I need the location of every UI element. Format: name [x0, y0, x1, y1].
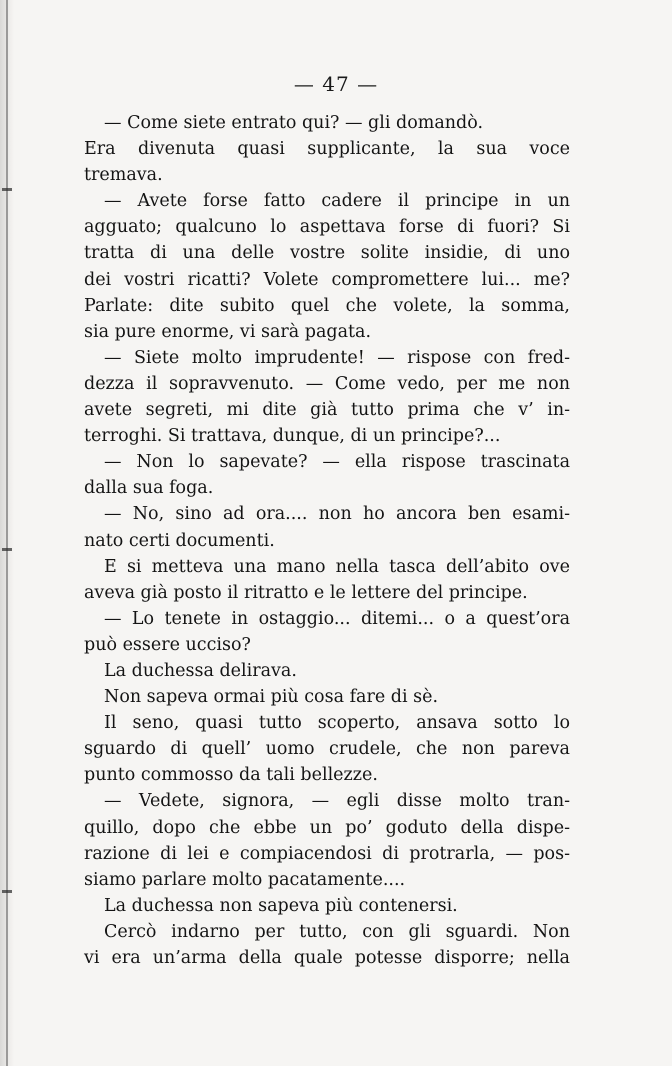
text-line: razione di lei e compiacendosi di protrarla, — pos-: [84, 843, 570, 864]
text-line: La duchessa delirava.: [104, 660, 297, 681]
text-line: Il seno, quasi tutto scoperto, ansava sotto lo: [104, 713, 570, 734]
text-line: Era divenuta quasi supplicante, la sua voce: [84, 139, 570, 160]
text-line: sguardo di quell’ uomo crudele, che non pareva: [84, 739, 570, 760]
text-line: — Non lo sapevate? — ella rispose trascinata: [104, 452, 570, 473]
text-line: tratta di una delle vostre solite insidie, di uno: [84, 243, 570, 264]
text-line: aveva già posto il ritratto e le lettere del principe.: [84, 582, 528, 603]
text-line: agguato; qualcuno lo aspettava forse di fuori? Si: [84, 217, 570, 238]
text-line: — Avete forse fatto cadere il principe in un: [104, 191, 570, 212]
text-line: terroghi. Si trattava, dunque, di un principe?...: [84, 426, 501, 447]
text-line: Cercò indarno per tutto, con gli sguardi. Non: [104, 921, 570, 942]
text-line: dei vostri ricatti? Volete compromettere lui... me?: [84, 269, 570, 290]
text-line: Non sapeva ormai più cosa fare di sè.: [104, 687, 439, 708]
text-line: — No, sino ad ora.... non ho ancora ben esami-: [104, 504, 570, 525]
text-line: nato certi documenti.: [84, 530, 275, 551]
text-line: vi era un’arma della quale potesse disporre; nella: [84, 948, 570, 968]
binding-mark: [2, 890, 12, 893]
text-line: — Vedete, signora, — egli disse molto tran-: [104, 791, 570, 812]
binding-mark: [2, 188, 12, 191]
text-line: siamo parlare molto pacatamente....: [84, 869, 406, 890]
body-text: [84, 110, 570, 971]
text-line: avete segreti, mi dite già tutto prima che v’ in-: [84, 400, 570, 421]
text-line: tremava.: [84, 165, 163, 186]
text-line: quillo, dopo che ebbe un po’ goduto della dispe-: [84, 817, 570, 838]
text-line: — Lo tenete in ostaggio... ditemi... o a quest’ora: [104, 608, 570, 629]
text-line: dezza il sopravvenuto. — Come vedo, per me non: [84, 373, 570, 394]
text-line: dalla sua foga.: [84, 478, 214, 499]
text-line: La duchessa non sapeva più contenersi.: [104, 895, 458, 916]
text-line: punto commosso da tali bellezze.: [84, 765, 378, 786]
text-line: può essere ucciso?: [84, 634, 251, 655]
text-line: Parlate: dite subito quel che volete, la somma,: [84, 295, 570, 316]
text-line: E si metteva una mano nella tasca dell’abito ove: [104, 556, 570, 577]
text-line: sia pure enorme, vi sarà pagata.: [84, 321, 372, 342]
page-number: — 47 —: [293, 72, 379, 96]
binding-edge-line: [6, 0, 8, 1066]
binding-mark: [2, 548, 12, 551]
text-line: — Come siete entrato qui? — gli domandò.: [104, 113, 484, 133]
text-line: — Siete molto imprudente! — rispose con fred-: [104, 347, 570, 368]
